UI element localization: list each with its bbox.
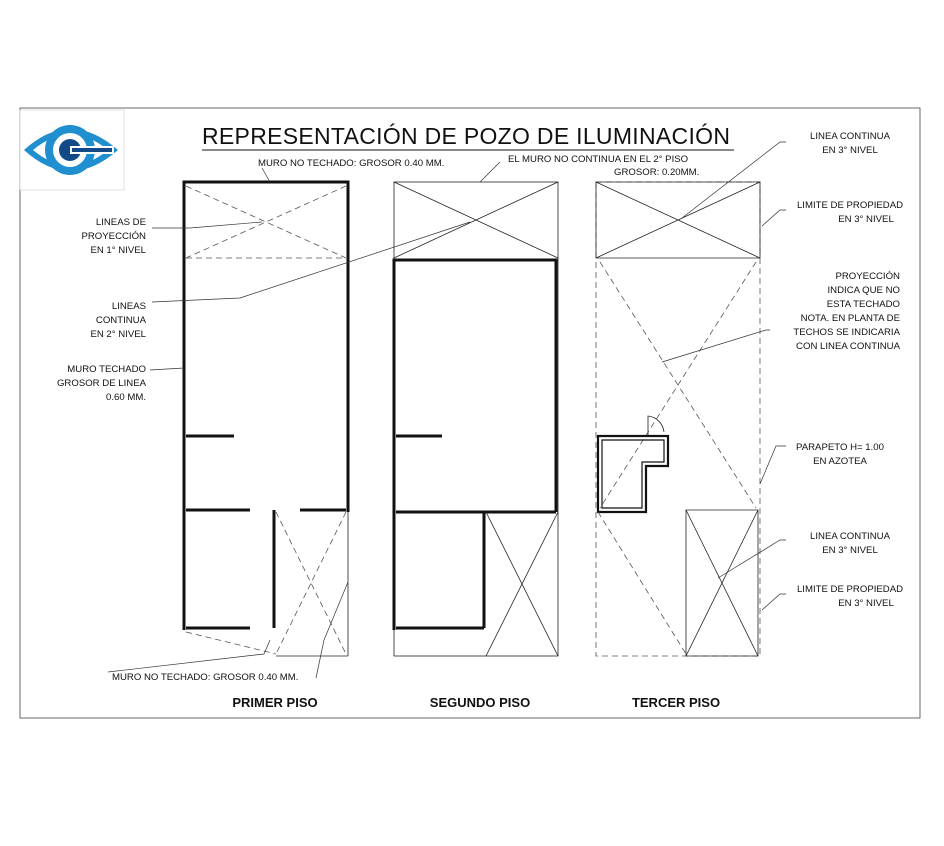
note-proy-5: TECHOS SE INDICARIA [793,327,900,338]
note-linea-cont-3n-b-2: EN 3° NIVEL [822,545,878,556]
note-limite-b-1: LIMITE DE PROPIEDAD [796,584,904,595]
label-tercer-piso: TERCER PISO [631,695,721,710]
label-primer-piso: PRIMER PISO [232,695,318,710]
note-muro-techado-1: MURO TECHADO [67,364,146,375]
note-muro-techado-3: 0.60 MM. [106,392,146,403]
note-lineas-proy-3: EN 1° NIVEL [90,245,146,256]
note-parapeto-1: PARAPETO H= 1.00 [796,442,884,453]
note-muro-no-continua-2: GROSOR: 0.20MM. [614,167,700,178]
label-segundo-piso: SEGUNDO PISO [429,695,531,710]
note-muro-no-techado-bottom: MURO NO TECHADO: GROSOR 0.40 MM. [112,672,299,683]
note-proy-1: PROYECCIÓN [835,271,900,282]
note-limite-a-1: LIMITE DE PROPIEDAD [796,200,904,211]
plan-first-floor [184,182,348,656]
note-muro-no-techado-top: MURO NO TECHADO: GROSOR 0.40 MM. [258,158,445,169]
plan-second-floor [394,182,558,656]
note-lineas-cont-3: EN 2° NIVEL [90,329,146,340]
note-proy-3: ESTA TECHADO [826,299,900,310]
note-linea-cont-3n-a-2: EN 3° NIVEL [822,145,878,156]
note-lineas-proy-1: LINEAS DE [95,217,146,228]
note-proy-4: NOTA. EN PLANTA DE [800,313,900,324]
note-proy-2: INDICA QUE NO [827,285,900,296]
note-proy-6: CON LINEA CONTINUA [796,341,900,352]
plan-third-floor [596,182,760,656]
parapet-outline [598,436,668,512]
note-linea-cont-3n-b-1: LINEA CONTINUA [810,531,890,542]
drawing-title: REPRESENTACIÓN DE POZO DE ILUMINACIÓN [202,123,731,149]
door-swing [648,416,664,436]
note-lineas-cont-2: CONTINUA [95,315,146,326]
note-muro-no-continua-1: EL MURO NO CONTINUA EN EL 2° PISO [508,154,689,165]
company-logo [20,110,124,190]
note-parapeto-2: EN AZOTEA [813,456,867,467]
note-limite-a-2: EN 3° NIVEL [838,214,894,225]
wall-roofed-second [394,260,556,630]
note-linea-cont-3n-a-1: LINEA CONTINUA [810,131,890,142]
wall-outer-first [184,182,348,630]
leader-lines [108,142,786,678]
note-limite-b-2: EN 3° NIVEL [838,598,894,609]
note-lineas-cont-1: LINEAS [111,301,146,312]
note-muro-techado-2: GROSOR DE LINEA [56,378,146,389]
note-lineas-proy-2: PROYECCIÓN [81,231,146,242]
